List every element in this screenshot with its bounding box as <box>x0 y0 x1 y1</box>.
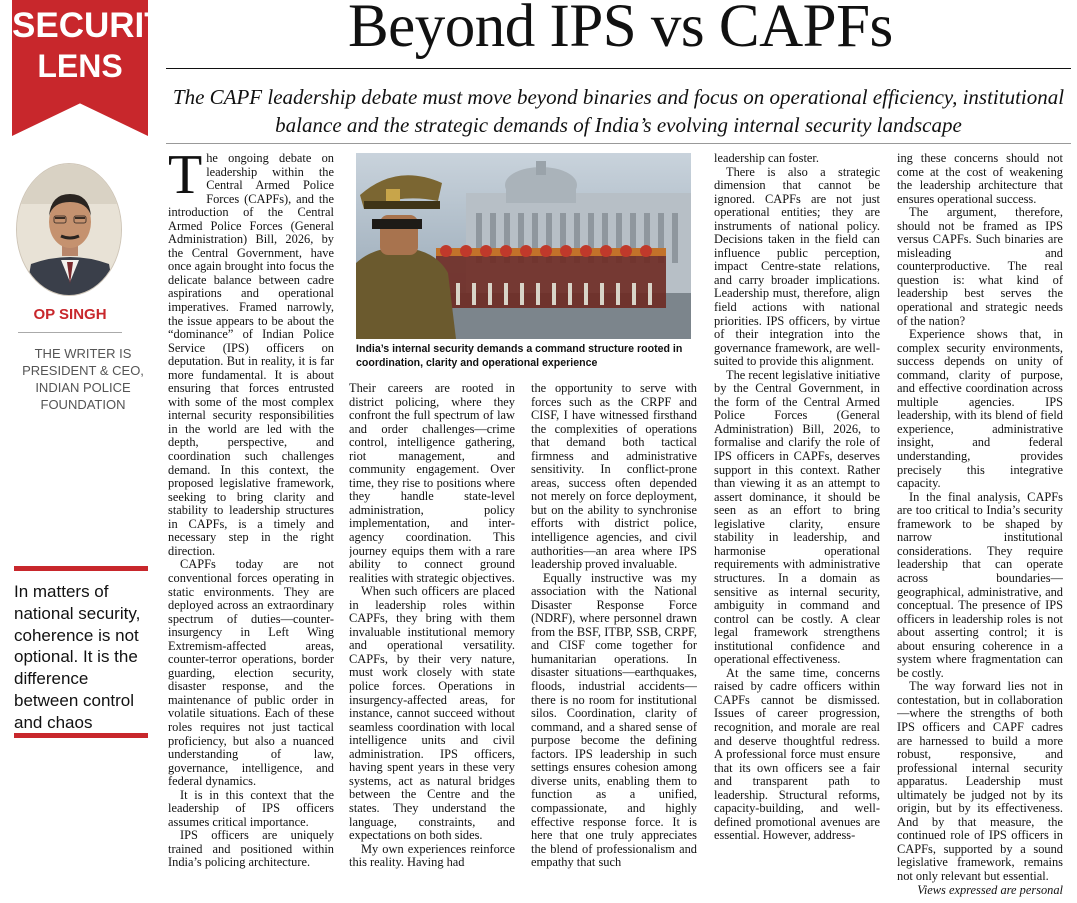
paragraph: Experience shows that, in complex security environments, success depends on unity of command, clarity of purpose, and effective coordination across multiple agencies. IPS leadership, with its blend of field experience, administrative insight, and federal understanding, provides precisely this integrative capacity. <box>897 327 1063 491</box>
section-badge <box>12 0 189 136</box>
paragraph: Equally instructive was my association with the National Disaster Response Force (NDRF), where personnel drawn from the BSF, ITBP, SSB, CRPF, and CISF come together for humanitarian operations. In disaster situations—earthquakes, floods, industrial accidents—there is no room for institutional silos. Coordination, clarity of command, and a shared sense of purpose become the defining factors. IPS leadership in such settings ensures cohesion among diverse units, enabling them to function as a unified, compassionate, and highly effective response force. It is here that one truly appreciates the blend of professionalism and empathy that such <box>531 570 697 870</box>
paragraph: ing these concerns should not come at the cost of weakening the leadership architecture that ensures operational success. <box>897 152 1063 206</box>
article-column-1 <box>168 152 334 902</box>
paragraph <box>168 152 334 558</box>
badge-line-1: SECURITY <box>12 6 189 45</box>
paragraph: The way forward lies not in contestation, but in collaboration—where the strengths of both IPS officers and CAPF cadres are harnessed to build a more robust, responsive, and professional internal security apparatus. Leadership must ultimately be judged not by its origin, but by its effectiveness. And by that measure, the continued role of IPS officers in CAPFs, supported by a sound legislative framework, remains not only relevant but essential. <box>897 679 1063 883</box>
article-column-3 <box>531 382 697 902</box>
deck-rule <box>166 143 1071 144</box>
pull-quote-rule-top <box>14 566 148 571</box>
paragraph: At the same time, concerns raised by cadre officers within CAPFs cannot be dismissed. Issues of career progression, recognition, and morale are real and deserve thoughtful redress. A professional force must ensure that its own officers see a fair and transparent path to leadership. Structural reforms, capacity-building, and well-defined promotional avenues are essential. However, address- <box>714 665 880 843</box>
article-column-5 <box>897 152 1063 902</box>
badge-label <box>12 6 189 86</box>
signoff: Views expressed are personal <box>917 882 1063 897</box>
badge-line-2: LENS <box>37 48 123 84</box>
drop-cap: T <box>168 152 203 206</box>
paragraph-text: he ongoing debate on leadership within the Central Armed Police Forces (CAPFs), and the introduction of the Central Armed Police Forces (General Administration) Bill, 2026, by the Central Government, have once again brought into focus the delicate balance between cadre aspirations and operational imperatives. Framed narrowly, the issue appears to be about the “dominance” of Indian Police Service (IPS) officers on deputation. But in reality, it is far more fundamental. It is about ensuring that forces entrusted with some of the most complex internal security responsibilities in the world are led with the depth, perspective, and coordination such challenges demand. In this context, the proposed legislative framework, seeking to bring clarity and stability to leadership structures in CAPFs, is a timely and necessary step in the right direction. <box>168 152 334 558</box>
headline: Beyond IPS vs CAPFs <box>348 0 893 60</box>
paragraph: My own experiences reinforce this reality. Having had <box>349 841 515 870</box>
deck: The CAPF leadership debate must move beyond binaries and focus on operational efficiency, institutional balance and the strategic demands of India’s evolving internal security landscape <box>172 85 1065 137</box>
author-avatar <box>16 163 122 296</box>
paragraph: Their careers are rooted in district policing, where they confront the full spectrum of law and order challenges—crime control, intelligence gathering, riot management, and community engagement. Over time, they rise to positions where they handle state-level administration, policy implementation, and inter-agency coordination. This journey equips them with a rare ability to connect ground realities with strategic objectives. <box>349 382 515 585</box>
paragraph: When such officers are placed in leadership roles within CAPFs, they bring with them invaluable institutional memory and operational versatility. CAPFs, by their very nature, must work closely with state police forces. Operations in insurgency-affected areas, for instance, cannot succeed without seamless coordination with local intelligence units and civil administration. IPS officers, having spent years in these very systems, act as natural bridges between the Centre and the states. They understand the language, constraints, and expectations on both sides. <box>349 584 515 843</box>
article-column-2 <box>349 382 515 902</box>
paragraph: CAPFs today are not conventional forces operating in static environments. They are deployed across an extraordinary spectrum of duties—counter-insurgency in Left Wing Extremism-affected areas, counter-terror operations, border guarding, election security, disaster response, and the maintenance of public order in volatile situations. Each of these roles requires not just tactical proficiency, but also a nuanced understanding of law, governance, intelligence, and federal dynamics. <box>168 557 334 789</box>
author-rule <box>18 332 122 333</box>
author-name: OP SINGH <box>33 306 107 323</box>
paragraph: leadership can foster. <box>714 152 819 165</box>
headline-rule <box>166 68 1071 69</box>
article-column-4 <box>714 152 880 902</box>
parliament-parade-image <box>356 153 691 339</box>
paragraph: the opportunity to serve with forces such as the CRPF and CISF, I have witnessed firsthand the complexities of operations that demand both tactical firmness and administrative sensitivity. In conflict-prone areas, success often depended not merely on force deployment, but on the ability to synchronise efforts with district police, intelligence agencies, and civil authorities—an area where IPS leadership proved invaluable. <box>531 382 697 572</box>
pull-quote-rule-bottom <box>14 733 148 738</box>
pull-quote: In matters of national security, coherence is not optional. It is the difference between control and chaos <box>14 582 141 732</box>
paragraph: The argument, therefore, should not be framed as IPS versus CAPFs. Such binaries are misleading and counterproductive. The real question is: what kind of leadership best serves the operational and strategic needs of the nation? <box>897 205 1063 328</box>
paragraph: IPS officers are uniquely trained and positioned within India’s policing architecture. <box>168 828 334 870</box>
author-portrait-image <box>17 164 122 296</box>
paragraph: It is in this context that the leadership of IPS officers assumes critical importance. <box>168 787 334 829</box>
paragraph: In the final analysis, CAPFs are too critical to India’s security framework to be shaped by narrow institutional considerations. They require leadership that can operate across boundaries—geographical, administrative, and conceptual. The presence of IPS officers in leadership roles is not about asserting control; it is about ensuring coherence in a system where fragmentation can be costly. <box>897 489 1063 680</box>
paragraph: The recent legislative initiative by the Central Government, in the form of the Central Armed Police Forces (General Administration) Bill, 2026, to formalise and clarify the role of IPS officers in CAPFs, deserves support in this context. Rather than viewing it as an attempt to assert dominance, it should be seen as an effort to bring legislative clarity, ensure stability in leadership, and harmonise operational requirements with administrative structures. In a domain as sensitive as internal security, ambiguity in command and control can be costly. A clear legal framework strengthens institutional confidence and operational effectiveness. <box>714 367 880 667</box>
article-photo <box>356 153 691 339</box>
author-bio: THE WRITER IS PRESIDENT & CEO, INDIAN POLICE FOUNDATION <box>22 346 144 412</box>
photo-caption: India’s internal security demands a command structure rooted in coordination, clarity and operational experience <box>356 343 683 369</box>
paragraph: There is also a strategic dimension that cannot be ignored. CAPFs are not just operational entities; they are instruments of national policy. Decisions taken in the field can influence public perception, impact Centre-state relations, and carry broader implications. Leadership must, therefore, align field actions with national priorities. IPS officers, by virtue of their integration into the governance framework, are well-suited to provide this alignment. <box>714 164 880 369</box>
